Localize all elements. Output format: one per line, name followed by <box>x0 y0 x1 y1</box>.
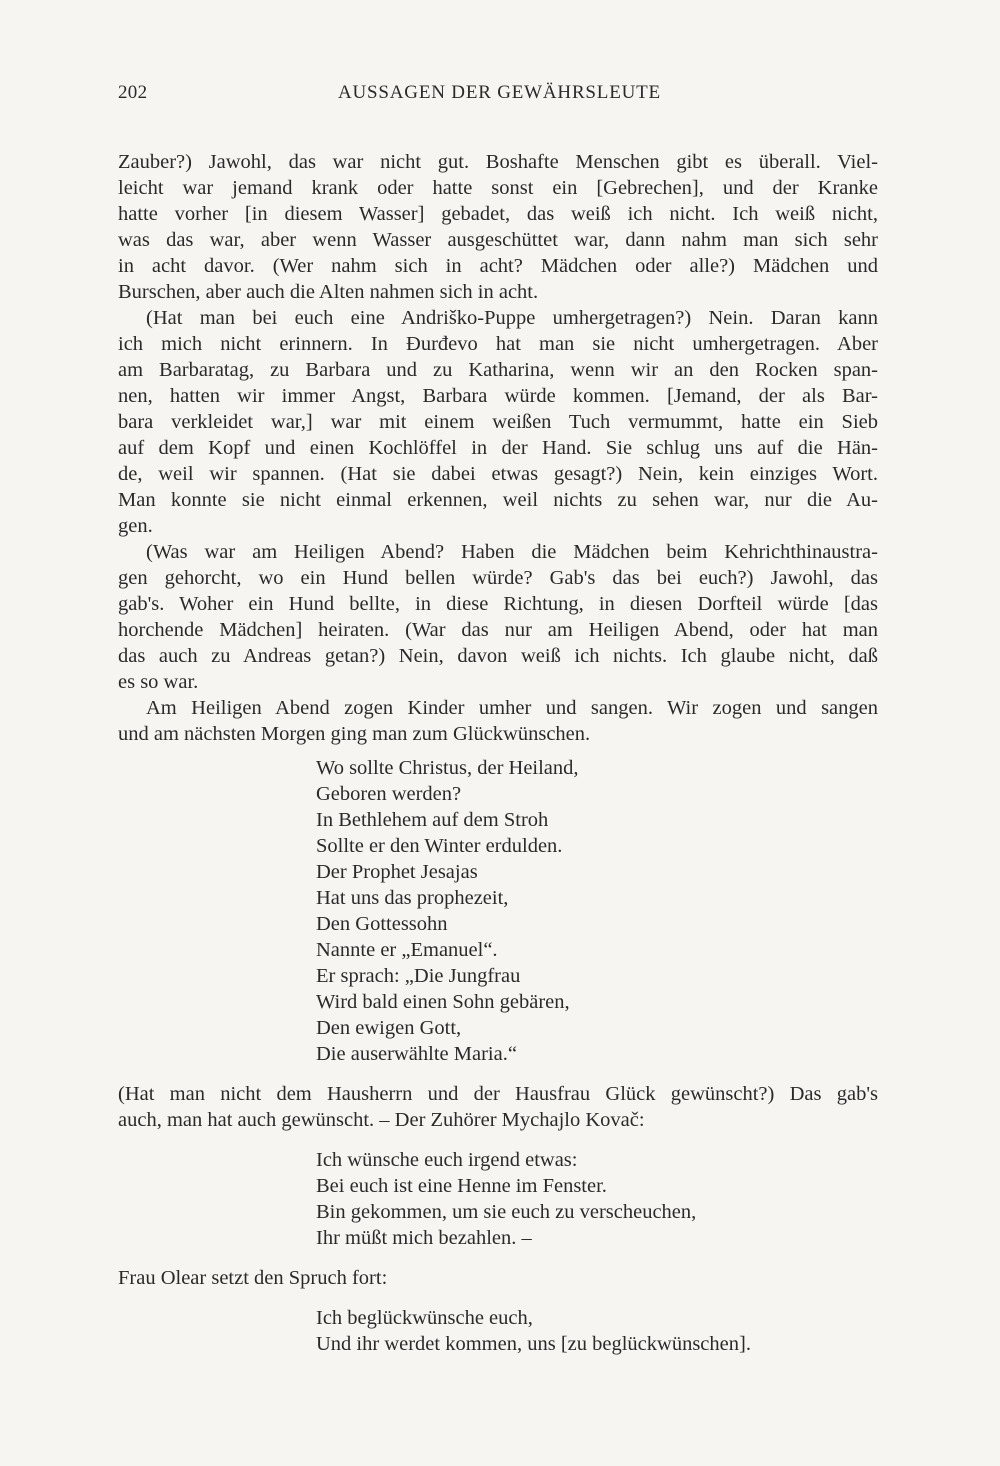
verse-line: Ich beglückwünsche euch, <box>316 1307 533 1329</box>
text-line: auch, man hat auch gewünscht. – Der Zuhörer Mychajlo Kovač: <box>118 1109 645 1131</box>
text-line: hatte vorher [in diesem Wasser] gebadet, das weiß ich nicht. Ich weiß nicht, <box>118 203 878 225</box>
text-line: gen. <box>118 515 153 537</box>
text-line: auf dem Kopf und einen Kochlöffel in der Hand. Sie schlug uns auf die Hän- <box>118 437 878 459</box>
text-line: gen gehorcht, wo ein Hund bellen würde? Gab's das bei euch?) Jawohl, das <box>118 567 878 589</box>
paragraph-6 <box>118 1265 878 1291</box>
text-line: am Barbaratag, zu Barbara und zu Katharina, wenn wir an den Rocken span- <box>118 359 878 381</box>
verse-line: In Bethlehem auf dem Stroh <box>316 809 549 831</box>
text-line: Am Heiligen Abend zogen Kinder umher und sangen. Wir zogen und sangen <box>146 697 878 719</box>
text-line: (Hat man nicht dem Hausherrn und der Hausfrau Glück gewünscht?) Das gab's <box>118 1083 878 1105</box>
paragraph-1 <box>118 149 878 305</box>
verse-line: Der Prophet Jesajas <box>316 861 478 883</box>
paragraph-4 <box>118 695 878 747</box>
text-line: horchende Mädchen] heiraten. (War das nur am Heiligen Abend, oder hat man <box>118 619 878 641</box>
verse-line: Den Gottessohn <box>316 913 448 935</box>
verse-block-1 <box>118 755 878 1067</box>
verse-line: Hat uns das prophezeit, <box>316 887 509 909</box>
verse-line: Nannte er „Emanuel“. <box>316 939 498 961</box>
text-line: bara verkleidet war,] war mit einem weißen Tuch vermummt, hatte ein Sieb <box>118 411 878 433</box>
running-head <box>118 82 878 108</box>
text-line: und am nächsten Morgen ging man zum Glückwünschen. <box>118 723 591 745</box>
text-line: das auch zu Andreas getan?) Nein, davon weiß ich nichts. Ich glaube nicht, daß <box>118 645 878 667</box>
verse-line: Ihr müßt mich bezahlen. – <box>316 1227 532 1249</box>
text-line: (Hat man bei euch eine Andriško-Puppe umhergetragen?) Nein. Daran kann <box>146 307 878 329</box>
verse-block-2 <box>118 1147 878 1251</box>
text-line: Man konnte sie nicht einmal erkennen, weil nichts zu sehen war, nur die Au- <box>118 489 878 511</box>
verse-line: Bin gekommen, um sie euch zu verscheuchen, <box>316 1201 697 1223</box>
text-line: es so war. <box>118 671 199 693</box>
text-line: Zauber?) Jawohl, das war nicht gut. Boshafte Menschen gibt es überall. Viel- <box>118 151 878 173</box>
verse-line: Sollte er den Winter erdulden. <box>316 835 563 857</box>
text-line: de, weil wir spannen. (Hat sie dabei etwas gesagt?) Nein, kein einziges Wort. <box>118 463 878 485</box>
verse-line: Wo sollte Christus, der Heiland, <box>316 757 579 779</box>
verse-line: Und ihr werdet kommen, uns [zu beglückwünschen]. <box>316 1333 751 1355</box>
text-line: Frau Olear setzt den Spruch fort: <box>118 1267 388 1289</box>
running-title: AUSSAGEN DER GEWÄHRSLEUTE <box>338 82 661 103</box>
verse-line: Er sprach: „Die Jungfrau <box>316 965 521 987</box>
verse-line: Ich wünsche euch irgend etwas: <box>316 1149 578 1171</box>
paragraph-5 <box>118 1081 878 1133</box>
verse-line: Bei euch ist eine Henne im Fenster. <box>316 1175 607 1197</box>
verse-line: Den ewigen Gott, <box>316 1017 462 1039</box>
text-line: leicht war jemand krank oder hatte sonst ein [Gebrechen], und der Kranke <box>118 177 878 199</box>
paragraph-3 <box>118 539 878 695</box>
text-line: nen, hatten wir immer Angst, Barbara würde kommen. [Jemand, der als Bar- <box>118 385 878 407</box>
page-number: 202 <box>118 82 148 103</box>
text-line: gab's. Woher ein Hund bellte, in diese Richtung, in diesen Dorfteil würde [das <box>118 593 878 615</box>
text-line: Burschen, aber auch die Alten nahmen sich in acht. <box>118 281 539 303</box>
verse-block-3 <box>118 1305 878 1357</box>
verse-line: Die auserwählte Maria.“ <box>316 1043 517 1065</box>
text-line: (Was war am Heiligen Abend? Haben die Mädchen beim Kehrichthinaustra- <box>146 541 878 563</box>
paragraph-2 <box>118 305 878 539</box>
text-line: was das war, aber wenn Wasser ausgeschüttet war, dann nahm man sich sehr <box>118 229 878 251</box>
verse-line: Wird bald einen Sohn gebären, <box>316 991 570 1013</box>
verse-line: Geboren werden? <box>316 783 462 805</box>
body-text <box>118 149 878 1357</box>
text-line: ich mich nicht erinnern. In Đurđevo hat man sie nicht umhergetragen. Aber <box>118 333 878 355</box>
text-line: in acht davor. (Wer nahm sich in acht? Mädchen oder alle?) Mädchen und <box>118 255 878 277</box>
